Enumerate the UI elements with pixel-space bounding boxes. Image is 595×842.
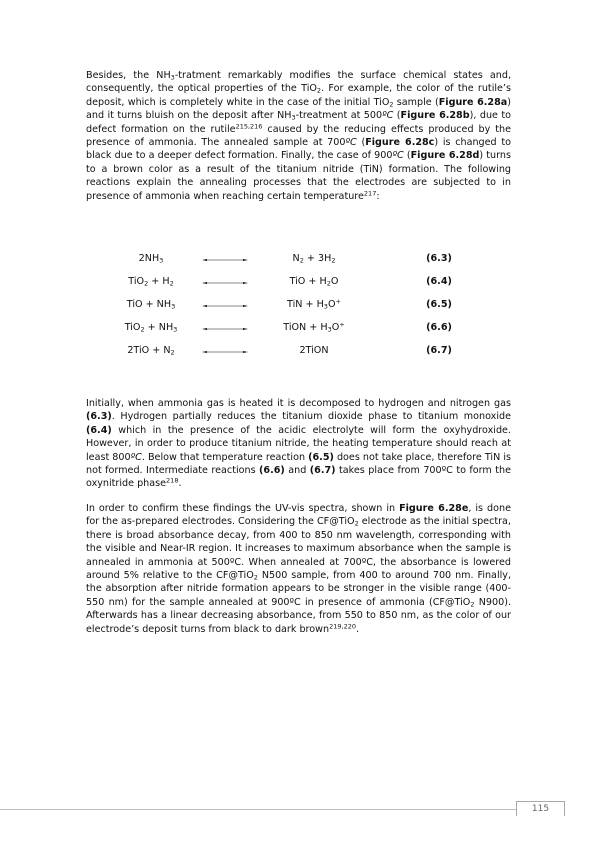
equation-rhs <box>254 276 374 287</box>
text-run: TiN + H <box>287 299 324 310</box>
superscript: + <box>339 320 345 329</box>
text-run: does not take place, therefore TiN is not formed. Intermediate reactions <box>86 451 511 477</box>
text-run: ( <box>393 110 401 122</box>
double-arrow-icon <box>202 305 248 307</box>
equation-rhs <box>254 253 374 264</box>
equation-lhs <box>86 253 216 264</box>
text-run: + 3H <box>303 253 332 264</box>
text-run: TiO + H <box>289 276 327 287</box>
subscript: 2 <box>169 279 174 288</box>
text-run: . For example, the color of the rutile’s deposit, which is completely white in the case of the initial TiO <box>86 83 511 108</box>
text-run: N <box>292 253 300 264</box>
equation-lhs <box>86 276 216 287</box>
text-run: O <box>327 299 336 310</box>
text-run: electrode as the initial spectra, there is broad absorbance decay, from 400 to 850 nm wavelength, corresponding with the visible and Near-IR region. It increases to maximum absorbance when the sample is annealed in ammonia at 500ºC. When annealed at 700ºC, the absorbance is lowered around 5% relative to the CF@TiO <box>86 516 511 582</box>
bold-run: (6.7) <box>309 465 336 477</box>
bold-run: (6.5) <box>308 451 334 463</box>
text-run: + H <box>148 276 170 287</box>
equation-number: (6.3) <box>426 253 452 264</box>
text-run: In order to confirm these findings the UV-vis spectra, shown in <box>86 503 400 514</box>
text-run: . <box>355 623 360 635</box>
subscript: 3 <box>171 302 176 311</box>
superscript: 219,220 <box>329 622 356 631</box>
bold-run: (6.6) <box>259 465 285 477</box>
equation-number: (6.7) <box>426 345 452 356</box>
text-run: ), due to defect formation on the rutile <box>86 110 512 135</box>
text-run: and <box>284 465 310 477</box>
bold-run: (6.3) <box>86 411 112 423</box>
bold-run: Figure 6.28c <box>365 137 435 149</box>
bold-run: Figure 6.28a <box>438 96 508 108</box>
equation-number: (6.5) <box>426 299 452 310</box>
text-run: ) turns to a brown color as a result of the titanium nitride (TiN) formation. The following reactions explain the annealing processes that the electrodes are subjected to in presence of ammonia when reaching certain temperature <box>86 150 511 202</box>
text-run: . Below that temperature reaction <box>141 451 309 463</box>
subscript: 2 <box>299 256 304 265</box>
text-run: O <box>330 276 339 287</box>
subscript: 3 <box>323 302 328 311</box>
equation-rhs <box>254 322 374 333</box>
text-run: 2TiON <box>299 345 329 356</box>
italic-run: ºC <box>130 451 142 463</box>
subscript: 2 <box>470 600 475 609</box>
subscript: 2 <box>389 100 394 109</box>
text-run: TiO <box>124 322 141 333</box>
superscript: 218 <box>166 476 179 485</box>
text-run: ( <box>403 150 411 162</box>
subscript: 3 <box>291 113 296 122</box>
equation-6-4 <box>86 276 511 296</box>
text-run: , is done for the as-prepared electrodes. Considering the CF@TiO <box>86 503 511 528</box>
double-arrow-icon <box>202 328 248 330</box>
paragraph-nh3-treatment <box>86 69 511 203</box>
text-run: Besides, the NH <box>86 70 171 81</box>
text-run: -tratment remarkably modifies the surface chemical states and, consequently, the optical properties of the TiO <box>86 70 511 95</box>
text-run: -treatment at 500 <box>295 110 383 122</box>
equation-6-5 <box>86 299 511 319</box>
text-run: + NH <box>144 322 174 333</box>
equation-rhs <box>254 345 374 356</box>
text-run: takes place from 700ºC to form the oxynitride phase <box>86 465 511 490</box>
text-run: Initially, when ammonia gas is heated it is decomposed to hydrogen and nitrogen gas <box>86 398 511 409</box>
text-run: . <box>178 478 182 490</box>
subscript: 2 <box>331 256 336 265</box>
text-run: ) and it turns bluish on the deposit after NH <box>86 96 511 122</box>
double-arrow-icon <box>202 282 248 284</box>
equation-number: (6.4) <box>426 276 452 287</box>
text-run: caused by the reducing effects produced by the presence of ammonia. The annealed sample at 700 <box>86 123 511 149</box>
text-run: ( <box>356 137 366 149</box>
equation-6-6 <box>86 322 511 342</box>
subscript: 3 <box>173 325 178 334</box>
paragraph-uv-vis-spectra <box>86 502 511 636</box>
text-run: N900). Afterwards has a linear decreasing absorbance, from 550 to 850 nm, as the color of our electrode’s deposit turns from black to dark brown <box>86 596 511 635</box>
bold-run: Figure 6.28d <box>410 150 480 162</box>
footer-rule <box>0 809 565 810</box>
text-run: ) is changed to black due to a deeper defect formation. Finally, the case of 900 <box>86 137 511 162</box>
text-run: 2NH <box>138 253 160 264</box>
subscript: 2 <box>144 279 149 288</box>
equation-number: (6.6) <box>426 322 452 333</box>
page-number: 115 <box>516 801 565 816</box>
superscript: 215,216 <box>235 122 263 131</box>
text-run: : <box>376 190 380 202</box>
bold-run: (6.4) <box>86 424 112 436</box>
equation-lhs <box>86 322 216 333</box>
text-run: TiO <box>128 276 145 287</box>
italic-run: ºC <box>345 137 357 149</box>
text-run: N500 sample, from 400 to around 700 nm. Finally, the absorption after nitride formation appears to be stronger in the visible range (400-550 nm) for the sample annealed at 900ºC in presence of ammonia (CF@TiO <box>86 570 511 608</box>
reaction-equations <box>86 253 511 373</box>
subscript: 2 <box>170 348 175 357</box>
bold-run: Figure 6.28e <box>399 503 469 514</box>
equation-6-7 <box>86 345 511 365</box>
double-arrow-icon <box>202 351 248 353</box>
text-run: TiO + NH <box>126 299 172 310</box>
text-run: O <box>331 322 340 333</box>
equation-lhs <box>86 299 216 310</box>
subscript: 3 <box>170 73 175 82</box>
double-arrow-icon <box>202 259 248 261</box>
subscript: 2 <box>253 573 258 582</box>
subscript: 3 <box>327 325 332 334</box>
text-run: . Hydrogen partially reduces the titanium dioxide phase to titanium monoxide <box>111 411 511 423</box>
bold-run: Figure 6.28b <box>400 110 470 122</box>
text-run: 2TiO + N <box>127 345 171 356</box>
subscript: 2 <box>354 519 359 528</box>
text-run: TiON + H <box>283 322 328 333</box>
paragraph-reaction-explanation <box>86 397 511 491</box>
superscript: + <box>335 297 341 306</box>
equation-6-3 <box>86 253 511 273</box>
text-run: sample ( <box>393 96 439 108</box>
equation-rhs <box>254 299 374 310</box>
subscript: 2 <box>140 325 145 334</box>
text-run: which in the presence of the acidic electrolyte will form the oxyhydroxide. However, in order to produce titanium nitride, the heating temperature should reach at least 800 <box>86 424 511 463</box>
subscript: 3 <box>159 256 164 265</box>
superscript: 217 <box>363 189 377 198</box>
italic-run: ºC <box>392 150 404 162</box>
equation-lhs <box>86 345 216 356</box>
italic-run: ºC <box>382 110 394 122</box>
subscript: 2 <box>326 279 331 288</box>
subscript: 2 <box>316 86 322 95</box>
